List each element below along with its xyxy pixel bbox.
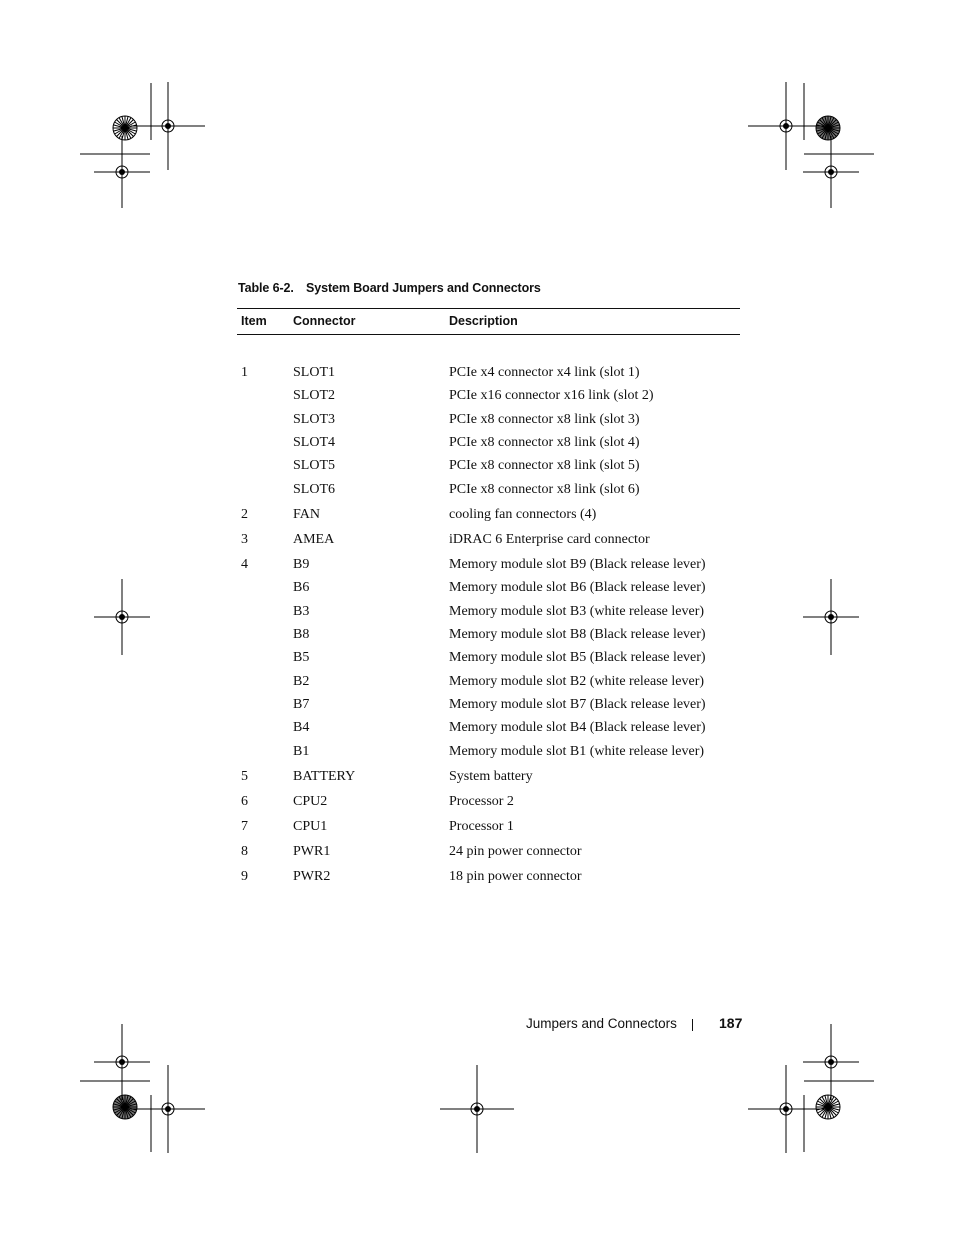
registration-starburst-icon <box>816 116 840 140</box>
page-number: 187 <box>719 1015 743 1031</box>
footer-section-title: Jumpers and Connectors <box>526 1016 677 1031</box>
header-item: Item <box>241 314 267 328</box>
cell-description: Memory module slot B1 (white release lever) <box>449 744 705 759</box>
cell-description: Memory module slot B8 (Black release lever) <box>449 627 706 642</box>
cell-item: 2 <box>241 507 248 522</box>
cell-description: PCIe x8 connector x8 link (slot 6) <box>449 482 640 497</box>
cell-description: System battery <box>449 769 533 784</box>
cell-connector: B2 <box>293 674 310 689</box>
cell-connector: B6 <box>293 580 310 595</box>
registration-crosshair-icon <box>803 579 859 655</box>
registration-crosshair-icon <box>803 136 859 208</box>
cell-description: Processor 1 <box>449 819 514 834</box>
registration-crosshair-icon <box>748 1065 824 1153</box>
cell-description: Processor 2 <box>449 794 514 809</box>
cell-item: 6 <box>241 794 248 809</box>
registration-crosshair-icon <box>803 1024 859 1100</box>
cell-description: Memory module slot B6 (Black release lever) <box>449 580 706 595</box>
cell-description: PCIe x8 connector x8 link (slot 4) <box>449 435 640 450</box>
cell-connector: FAN <box>293 507 320 522</box>
cell-connector: SLOT5 <box>293 458 335 473</box>
cell-description: PCIe x16 connector x16 link (slot 2) <box>449 388 654 403</box>
cell-connector: B1 <box>293 744 310 759</box>
cell-description: PCIe x4 connector x4 link (slot 1) <box>449 365 640 380</box>
cell-description: iDRAC 6 Enterprise card connector <box>449 532 650 547</box>
cell-description: Memory module slot B5 (Black release lever) <box>449 650 706 665</box>
cell-description: 24 pin power connector <box>449 844 582 859</box>
cell-connector: SLOT6 <box>293 482 335 497</box>
cell-description: 18 pin power connector <box>449 869 582 884</box>
cell-description: Memory module slot B7 (Black release lever) <box>449 697 706 712</box>
cell-item: 8 <box>241 844 248 859</box>
cell-connector: PWR2 <box>293 869 331 884</box>
header-connector: Connector <box>293 314 356 328</box>
cell-description: PCIe x8 connector x8 link (slot 5) <box>449 458 640 473</box>
cell-description: Memory module slot B3 (white release lever) <box>449 604 705 619</box>
registration-starburst-icon <box>113 1095 137 1119</box>
cell-item: 4 <box>241 557 248 572</box>
registration-crosshair-icon <box>94 579 150 655</box>
cell-description: Memory module slot B2 (white release lever) <box>449 674 705 689</box>
cell-description: cooling fan connectors (4) <box>449 507 597 522</box>
cell-connector: AMEA <box>293 532 335 547</box>
registration-crosshair-icon <box>94 1024 150 1100</box>
registration-crosshair-icon <box>94 136 150 208</box>
cell-item: 1 <box>241 365 248 380</box>
cell-connector: CPU1 <box>293 819 328 834</box>
cell-connector: BATTERY <box>293 769 356 784</box>
registration-crosshair-icon <box>131 1065 205 1153</box>
registration-starburst-icon <box>816 1095 840 1119</box>
header-description: Description <box>449 314 518 328</box>
cell-item: 3 <box>241 532 248 547</box>
table-caption-title: System Board Jumpers and Connectors <box>306 281 541 295</box>
table-caption-number: Table 6-2. <box>238 281 294 295</box>
cell-connector: B8 <box>293 627 310 642</box>
cell-description: Memory module slot B4 (Black release lever) <box>449 720 706 735</box>
cell-description: PCIe x8 connector x8 link (slot 3) <box>449 412 640 427</box>
cell-connector: SLOT3 <box>293 412 335 427</box>
cell-connector: SLOT2 <box>293 388 335 403</box>
cell-connector: B9 <box>293 557 310 572</box>
registration-crosshair-icon <box>440 1065 514 1153</box>
cell-item: 5 <box>241 769 248 784</box>
cell-connector: PWR1 <box>293 844 331 859</box>
cell-item: 7 <box>241 819 248 834</box>
registration-crosshair-icon <box>131 82 205 170</box>
cell-description: Memory module slot B9 (Black release lever) <box>449 557 706 572</box>
cell-connector: B7 <box>293 697 310 712</box>
cell-item: 9 <box>241 869 248 884</box>
cell-connector: B5 <box>293 650 310 665</box>
cell-connector: B4 <box>293 720 310 735</box>
cell-connector: CPU2 <box>293 794 328 809</box>
cell-connector: SLOT4 <box>293 435 335 450</box>
registration-starburst-icon <box>113 116 137 140</box>
cell-connector: SLOT1 <box>293 365 335 380</box>
cell-connector: B3 <box>293 604 310 619</box>
registration-crosshair-icon <box>748 82 824 170</box>
